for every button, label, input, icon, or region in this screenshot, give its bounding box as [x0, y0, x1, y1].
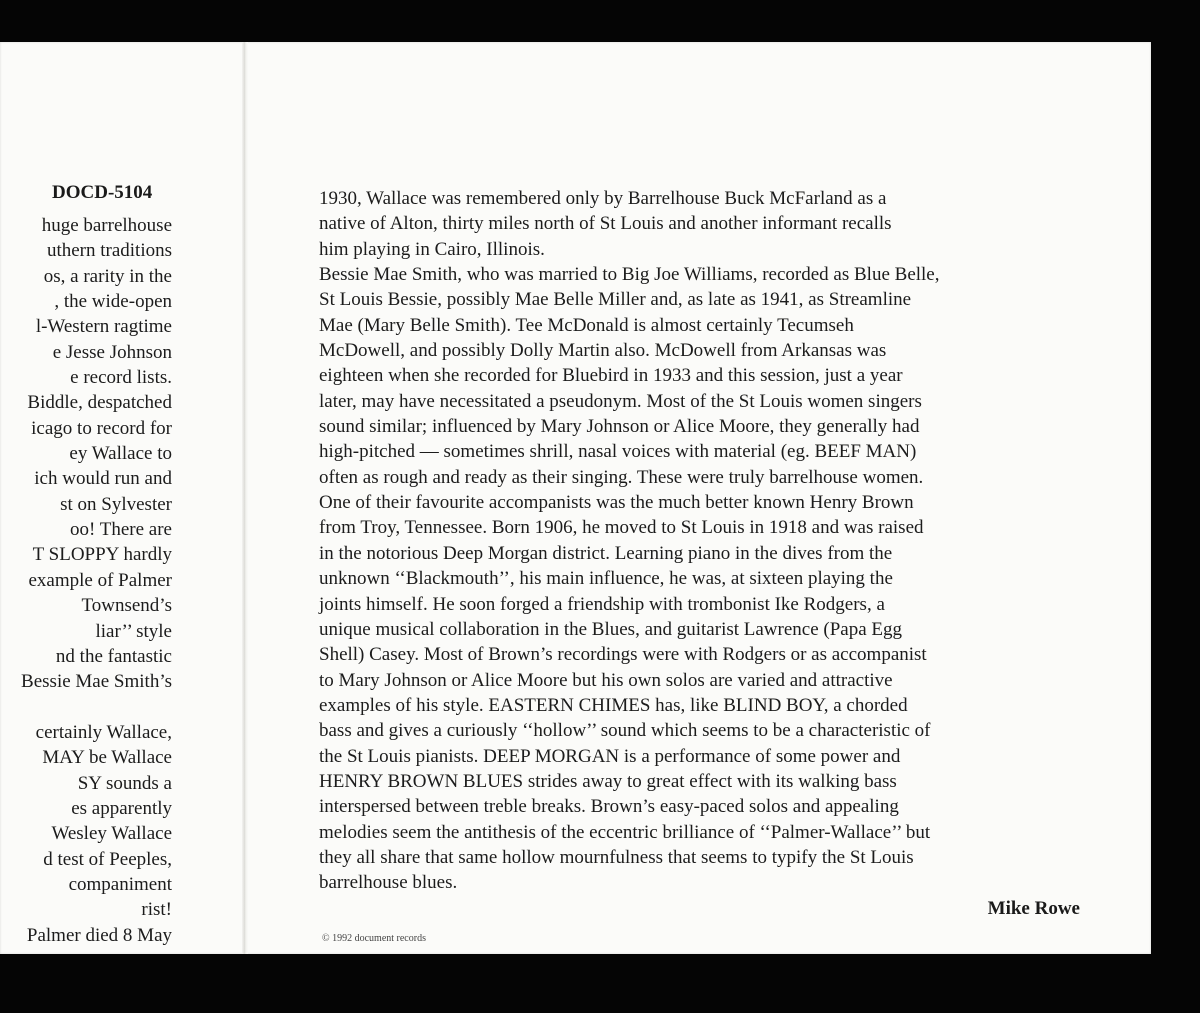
- text-line: os, a rarity in the: [43, 265, 172, 287]
- text-line: liar’’ style: [95, 620, 172, 642]
- text-line: SY sounds a: [77, 772, 172, 794]
- text-line: Palmer died 8 May: [26, 924, 172, 946]
- text-line: barrelhouse blues.: [319, 872, 458, 894]
- text-line: certainly Wallace,: [35, 721, 172, 743]
- text-line: examples of his style. EASTERN CHIMES has, like BLIND BOY, a chorded: [319, 694, 908, 716]
- right-page: [246, 42, 1151, 954]
- text-line: d test of Peeples,: [43, 848, 172, 870]
- text-line: unknown ‘‘Blackmouth’’, his main influence, he was, at sixteen playing the: [319, 568, 893, 590]
- text-line: rist!: [141, 899, 172, 921]
- text-line: eighteen when she recorded for Bluebird in 1933 and this session, just a year: [319, 365, 903, 387]
- text-line: es apparently: [71, 797, 172, 819]
- text-line: the St Louis pianists. DEEP MORGAN is a performance of some power and: [319, 745, 901, 767]
- text-line: Bessie Mae Smith, who was married to Big Joe Williams, recorded as Blue Belle,: [319, 264, 940, 286]
- text-line: they all share that same hollow mournfulness that seems to typify the St Louis: [319, 846, 914, 868]
- catalog-number: DOCD-5104: [52, 182, 153, 203]
- text-line: T SLOPPY hardly: [32, 544, 172, 566]
- text-line: high-pitched — sometimes shrill, nasal voices with material (eg. BEEF MAN): [319, 441, 917, 463]
- text-line: McDowell, and possibly Dolly Martin also. McDowell from Arkansas was: [319, 340, 887, 362]
- text-line: Wesley Wallace: [51, 823, 172, 845]
- text-line: Bessie Mae Smith’s: [21, 671, 172, 693]
- text-line: unique musical collaboration in the Blues, and guitarist Lawrence (Papa Egg: [319, 618, 903, 640]
- text-line: often as rough and ready as their singing. These were truly barrelhouse women.: [319, 466, 924, 488]
- text-line: Biddle, despatched: [27, 392, 172, 414]
- right-page-text: [319, 186, 1089, 896]
- text-line: bass and gives a curiously ‘‘hollow’’ sound which seems to be a characteristic of: [319, 720, 931, 742]
- text-line: native of Alton, thirty miles north of St Louis and another informant recalls: [319, 213, 892, 235]
- text-line: in the notorious Deep Morgan district. Learning piano in the dives from the: [319, 542, 893, 564]
- text-line: st on Sylvester: [60, 493, 172, 515]
- page-fold: [242, 42, 248, 954]
- text-line: companiment: [68, 873, 172, 895]
- text-line: 1930, Wallace was remembered only by Barrelhouse Buck McFarland as a: [319, 188, 887, 209]
- text-line: e Jesse Johnson: [52, 341, 172, 363]
- left-page: [0, 42, 246, 954]
- text-line: to Mary Johnson or Alice Moore but his own solos are varied and attractive: [319, 669, 893, 691]
- text-line: Shell) Casey. Most of Brown’s recordings were with Rodgers or as accompanist: [319, 644, 927, 666]
- text-line: icago to record for: [31, 417, 172, 439]
- text-line: St Louis Bessie, possibly Mae Belle Miller and, as late as 1941, as Streamline: [319, 289, 912, 311]
- text-line: HENRY BROWN BLUES strides away to great effect with its walking bass: [319, 770, 897, 792]
- text-line: ey Wallace to: [69, 443, 172, 465]
- author-signature: Mike Rowe: [987, 898, 1080, 919]
- text-line: oo! There are: [70, 519, 172, 541]
- text-line: huge barrelhouse: [41, 215, 172, 236]
- text-line: Mae (Mary Belle Smith). Tee McDonald is almost certainly Tecumseh: [319, 314, 854, 336]
- text-line: Townsend’s: [81, 595, 172, 617]
- text-line: MAY be Wallace: [42, 747, 172, 769]
- text-line: One of their favourite accompanists was the much better known Henry Brown: [319, 492, 914, 514]
- text-line: e record lists.: [70, 367, 172, 389]
- copyright-notice: © 1992 document records: [322, 933, 426, 944]
- text-line: him playing in Cairo, Illinois.: [319, 238, 545, 260]
- text-line: later, may have necessitated a pseudonym. Most of the St Louis women singers: [319, 390, 922, 412]
- left-page-text: [0, 213, 172, 948]
- blank-line: [0, 695, 172, 720]
- text-line: interspersed between treble breaks. Brown’s easy-paced solos and appealing: [319, 796, 899, 818]
- text-line: nd the fantastic: [55, 645, 172, 667]
- text-line: , the wide-open: [54, 291, 172, 313]
- text-line: melodies seem the antithesis of the eccentric brilliance of ‘‘Palmer-Wallace’’ but: [319, 821, 931, 843]
- text-line: l-Western ragtime: [35, 316, 172, 338]
- text-line: example of Palmer: [28, 569, 172, 591]
- text-line: joints himself. He soon forged a friendship with trombonist Ike Rodgers, a: [319, 593, 885, 615]
- text-line: ich would run and: [34, 468, 172, 490]
- text-line: from Troy, Tennessee. Born 1906, he moved to St Louis in 1918 and was raised: [319, 517, 924, 539]
- text-line: sound similar; influenced by Mary Johnson or Alice Moore, they generally had: [319, 416, 920, 438]
- text-line: uthern traditions: [46, 240, 172, 262]
